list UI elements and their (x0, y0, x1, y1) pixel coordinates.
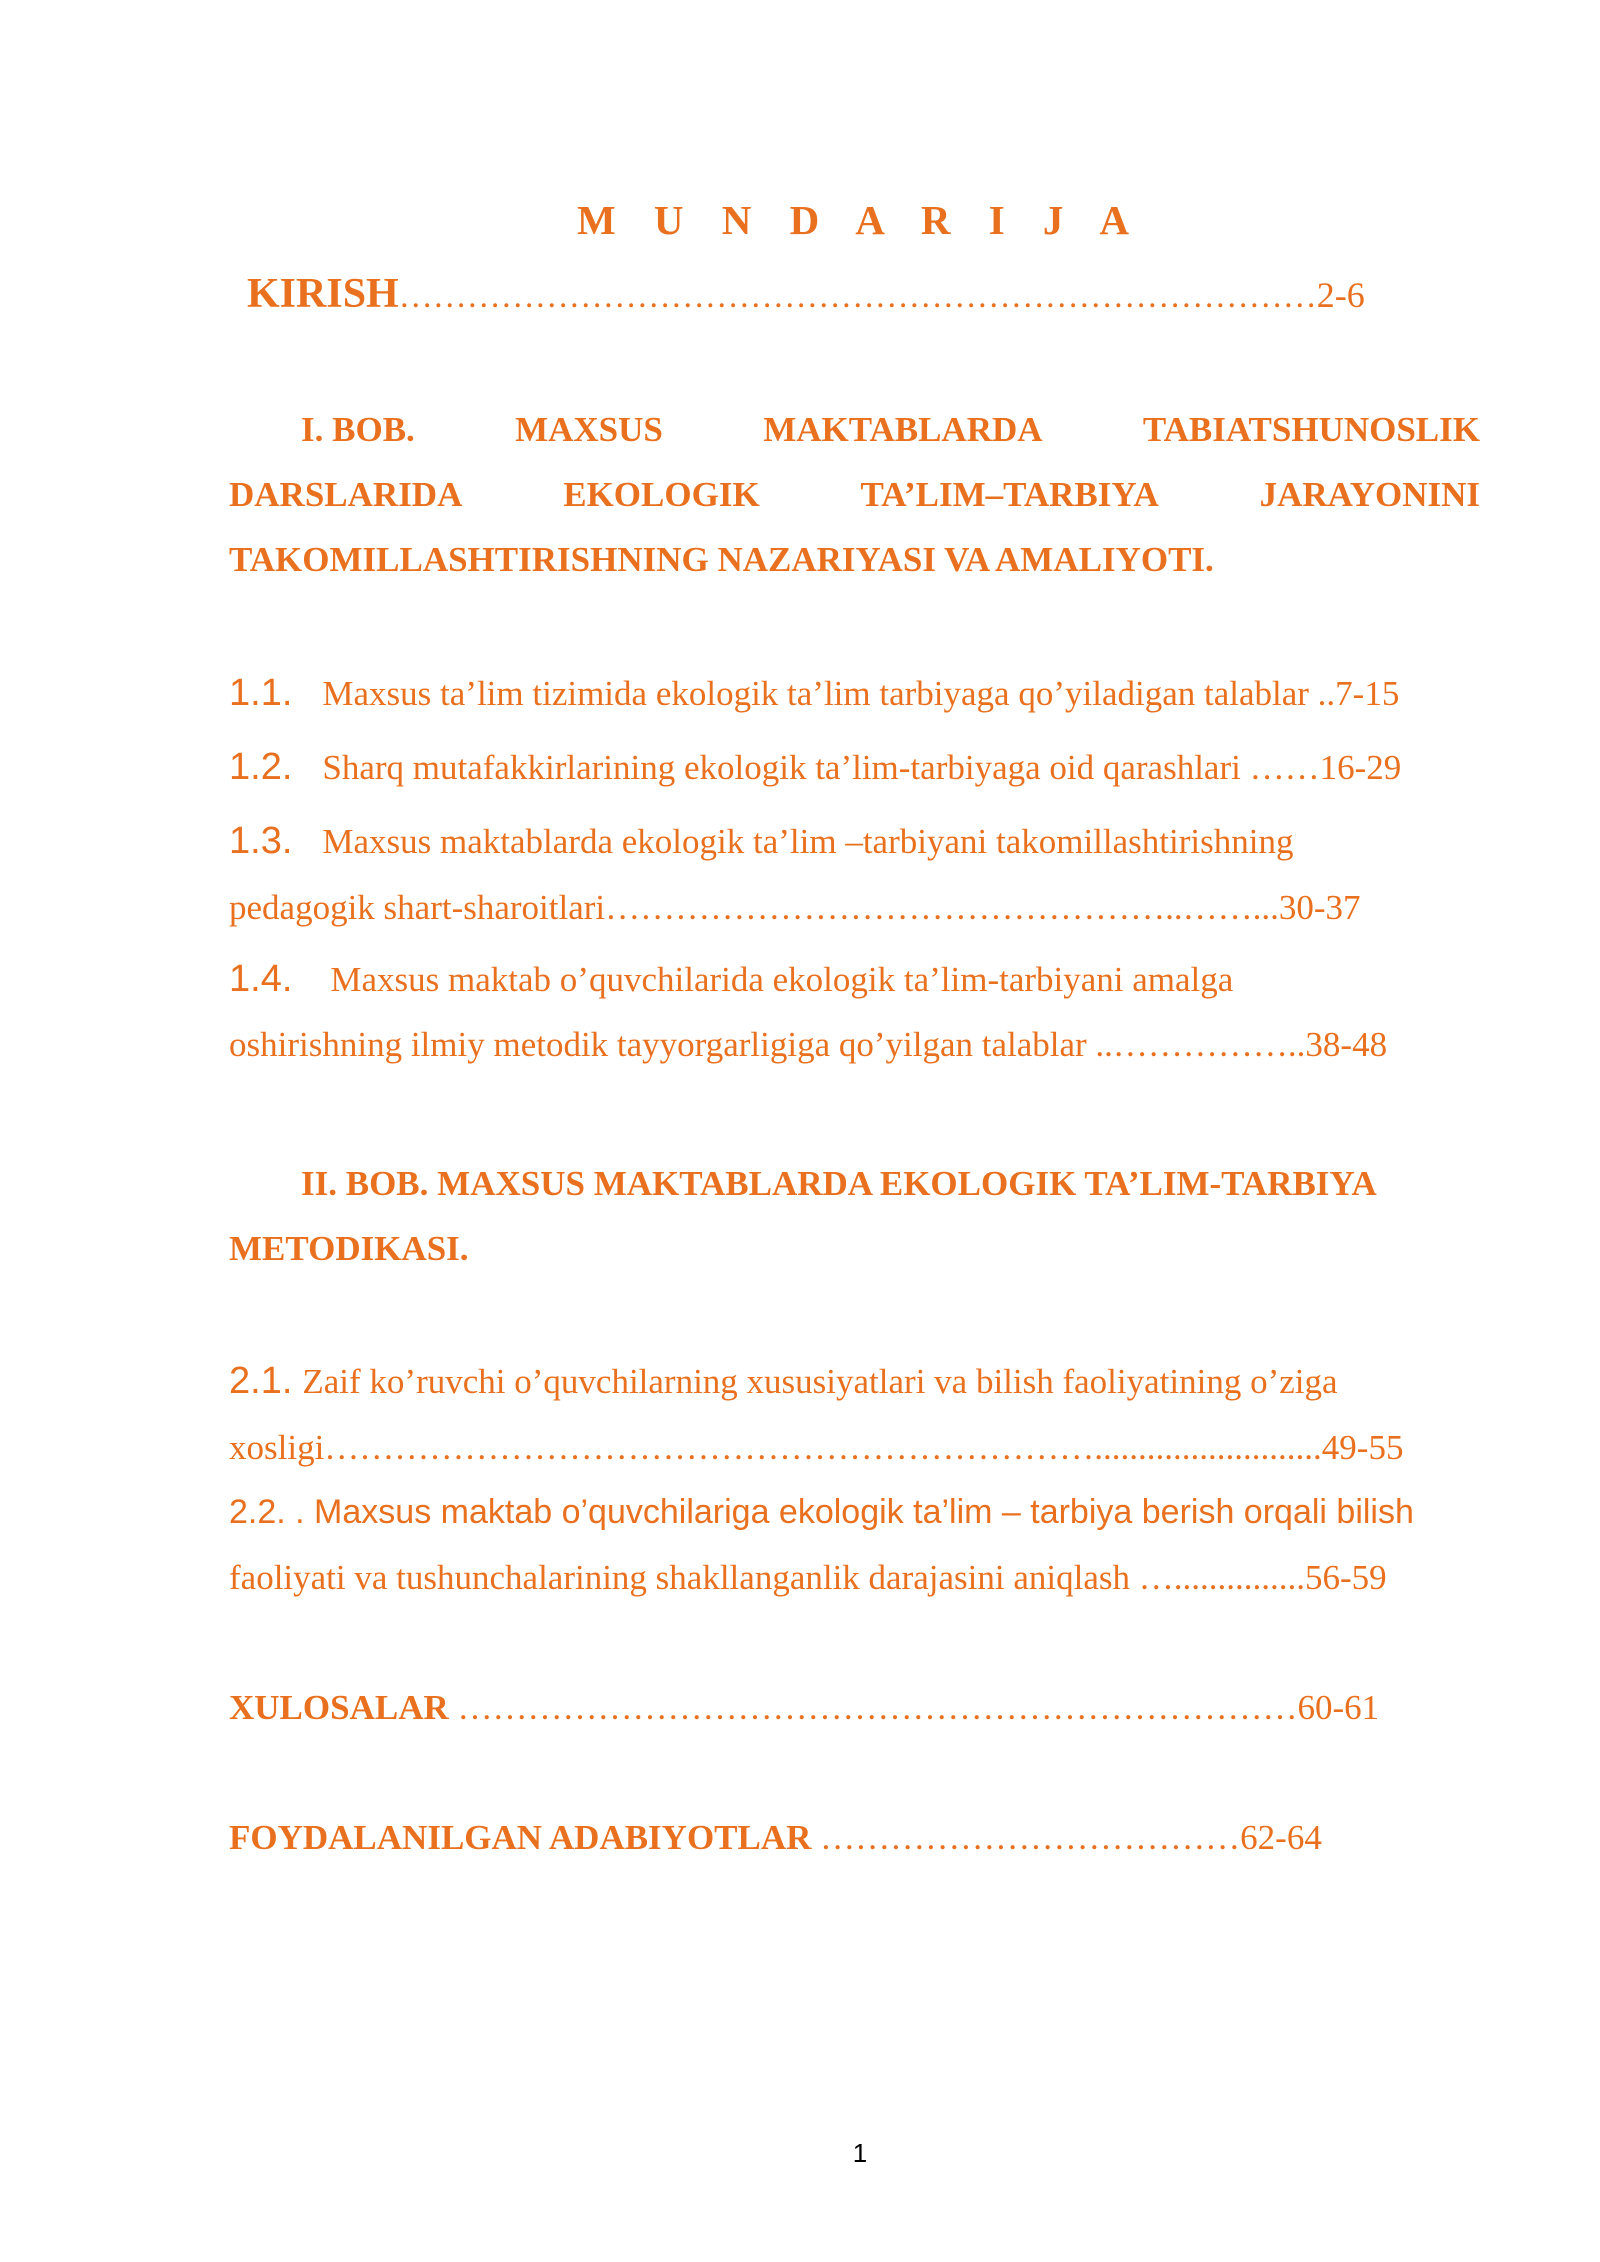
toc-entry-1-4-continued: oshirishning ilmiy metodik tayyorgarligiga qo’yilgan talablar ..……………..38-48 (229, 1025, 1388, 1064)
heading-word: MAXSUS (515, 410, 663, 449)
toc-entry-label: FOYDALANILGAN ADABIYOTLAR (229, 1818, 812, 1857)
heading-word: TA’LIM–TARBIYA (860, 475, 1159, 514)
section-number: 2.1. (229, 1360, 293, 1402)
chapter1-heading-line1 (301, 410, 1480, 450)
toc-leader: ……………………………………………………………… (448, 1688, 1298, 1727)
section-number: 1.3. (229, 820, 293, 862)
toc-entry-kirish (247, 270, 1365, 318)
toc-entry-label: KIRISH (247, 271, 399, 317)
page-title: M U N D A R I J A (576, 197, 1144, 243)
toc-page-range: 60-61 (1297, 1688, 1380, 1727)
section-number: 1.4. (229, 958, 293, 1000)
toc-entry-label: XULOSALAR (229, 1688, 449, 1727)
toc-entry-1-3 (229, 820, 1293, 863)
toc-entry-2-2-continued: faoliyati va tushunchalarining shakllanganlik darajasini aniqlash …...............56-59 (229, 1558, 1387, 1597)
toc-leader: ……………………………………………………………………… (398, 278, 1317, 315)
chapter-label: I. BOB. (301, 410, 415, 449)
section-title: Zaif ko’ruvchi o’quvchilarning xususiyatlari va bilish faoliyatining o’ziga (302, 1362, 1338, 1401)
heading-word: TABIATSHUNOSLIK (1142, 410, 1480, 449)
toc-entry-1-3-continued: pedagogik shart-sharoitlari…………………………………………..……...30-37 (229, 888, 1361, 927)
toc-leader: ……………………………… (811, 1818, 1241, 1857)
toc-entry-xulosalar (229, 1688, 1379, 1728)
toc-entry-2-1 (229, 1360, 1338, 1403)
toc-entry-1-4 (229, 958, 1233, 1001)
chapter2-heading-line1: II. BOB. MAXSUS MAKTABLARDA EKOLOGIK TA’LIM-TARBIYA (301, 1164, 1377, 1203)
toc-entry-1-2 (229, 746, 1401, 789)
section-number: 1.1. (229, 672, 293, 714)
section-title: Sharq mutafakkirlarining ekologik ta’lim-tarbiyaga oid qarashlari ……16-29 (322, 748, 1402, 787)
toc-entry-foydalanilgan (229, 1818, 1322, 1858)
section-number: 1.2. (229, 746, 293, 788)
toc-entry-2-2: 2.2. . Maxsus maktab o’quvchilariga ekologik ta’lim – tarbiya berish orqali bilish (229, 1493, 1414, 1531)
chapter1-heading-line3: TAKOMILLASHTIRISHNING NAZARIYASI VA AMALIYOTI. (229, 540, 1214, 579)
toc-entry-1-1 (229, 672, 1399, 715)
section-title: Maxsus maktab o’quvchilarida ekologik ta’lim-tarbiyani amalga (330, 960, 1234, 999)
section-title: Maxsus maktablarda ekologik ta’lim –tarbiyani takomillashtirishning (322, 822, 1294, 861)
heading-word: DARSLARIDA (229, 475, 463, 514)
heading-word: EKOLOGIK (563, 475, 760, 514)
toc-page-range: 62-64 (1240, 1818, 1322, 1857)
heading-word: JARAYONINI (1259, 475, 1480, 514)
page-number: 1 (852, 2138, 868, 2168)
section-title: Maxsus ta’lim tizimida ekologik ta’lim tarbiyaga qo’yiladigan talablar ..7-15 (322, 674, 1400, 713)
toc-page-range: 2-6 (1316, 275, 1365, 315)
heading-word: MAKTABLARDA (763, 410, 1043, 449)
toc-entry-2-1-continued: xosligi…………………………………………………………..........................49-55 (229, 1428, 1404, 1467)
chapter2-heading-line2: METODIKASI. (229, 1229, 469, 1268)
chapter1-heading-line2 (229, 475, 1480, 515)
